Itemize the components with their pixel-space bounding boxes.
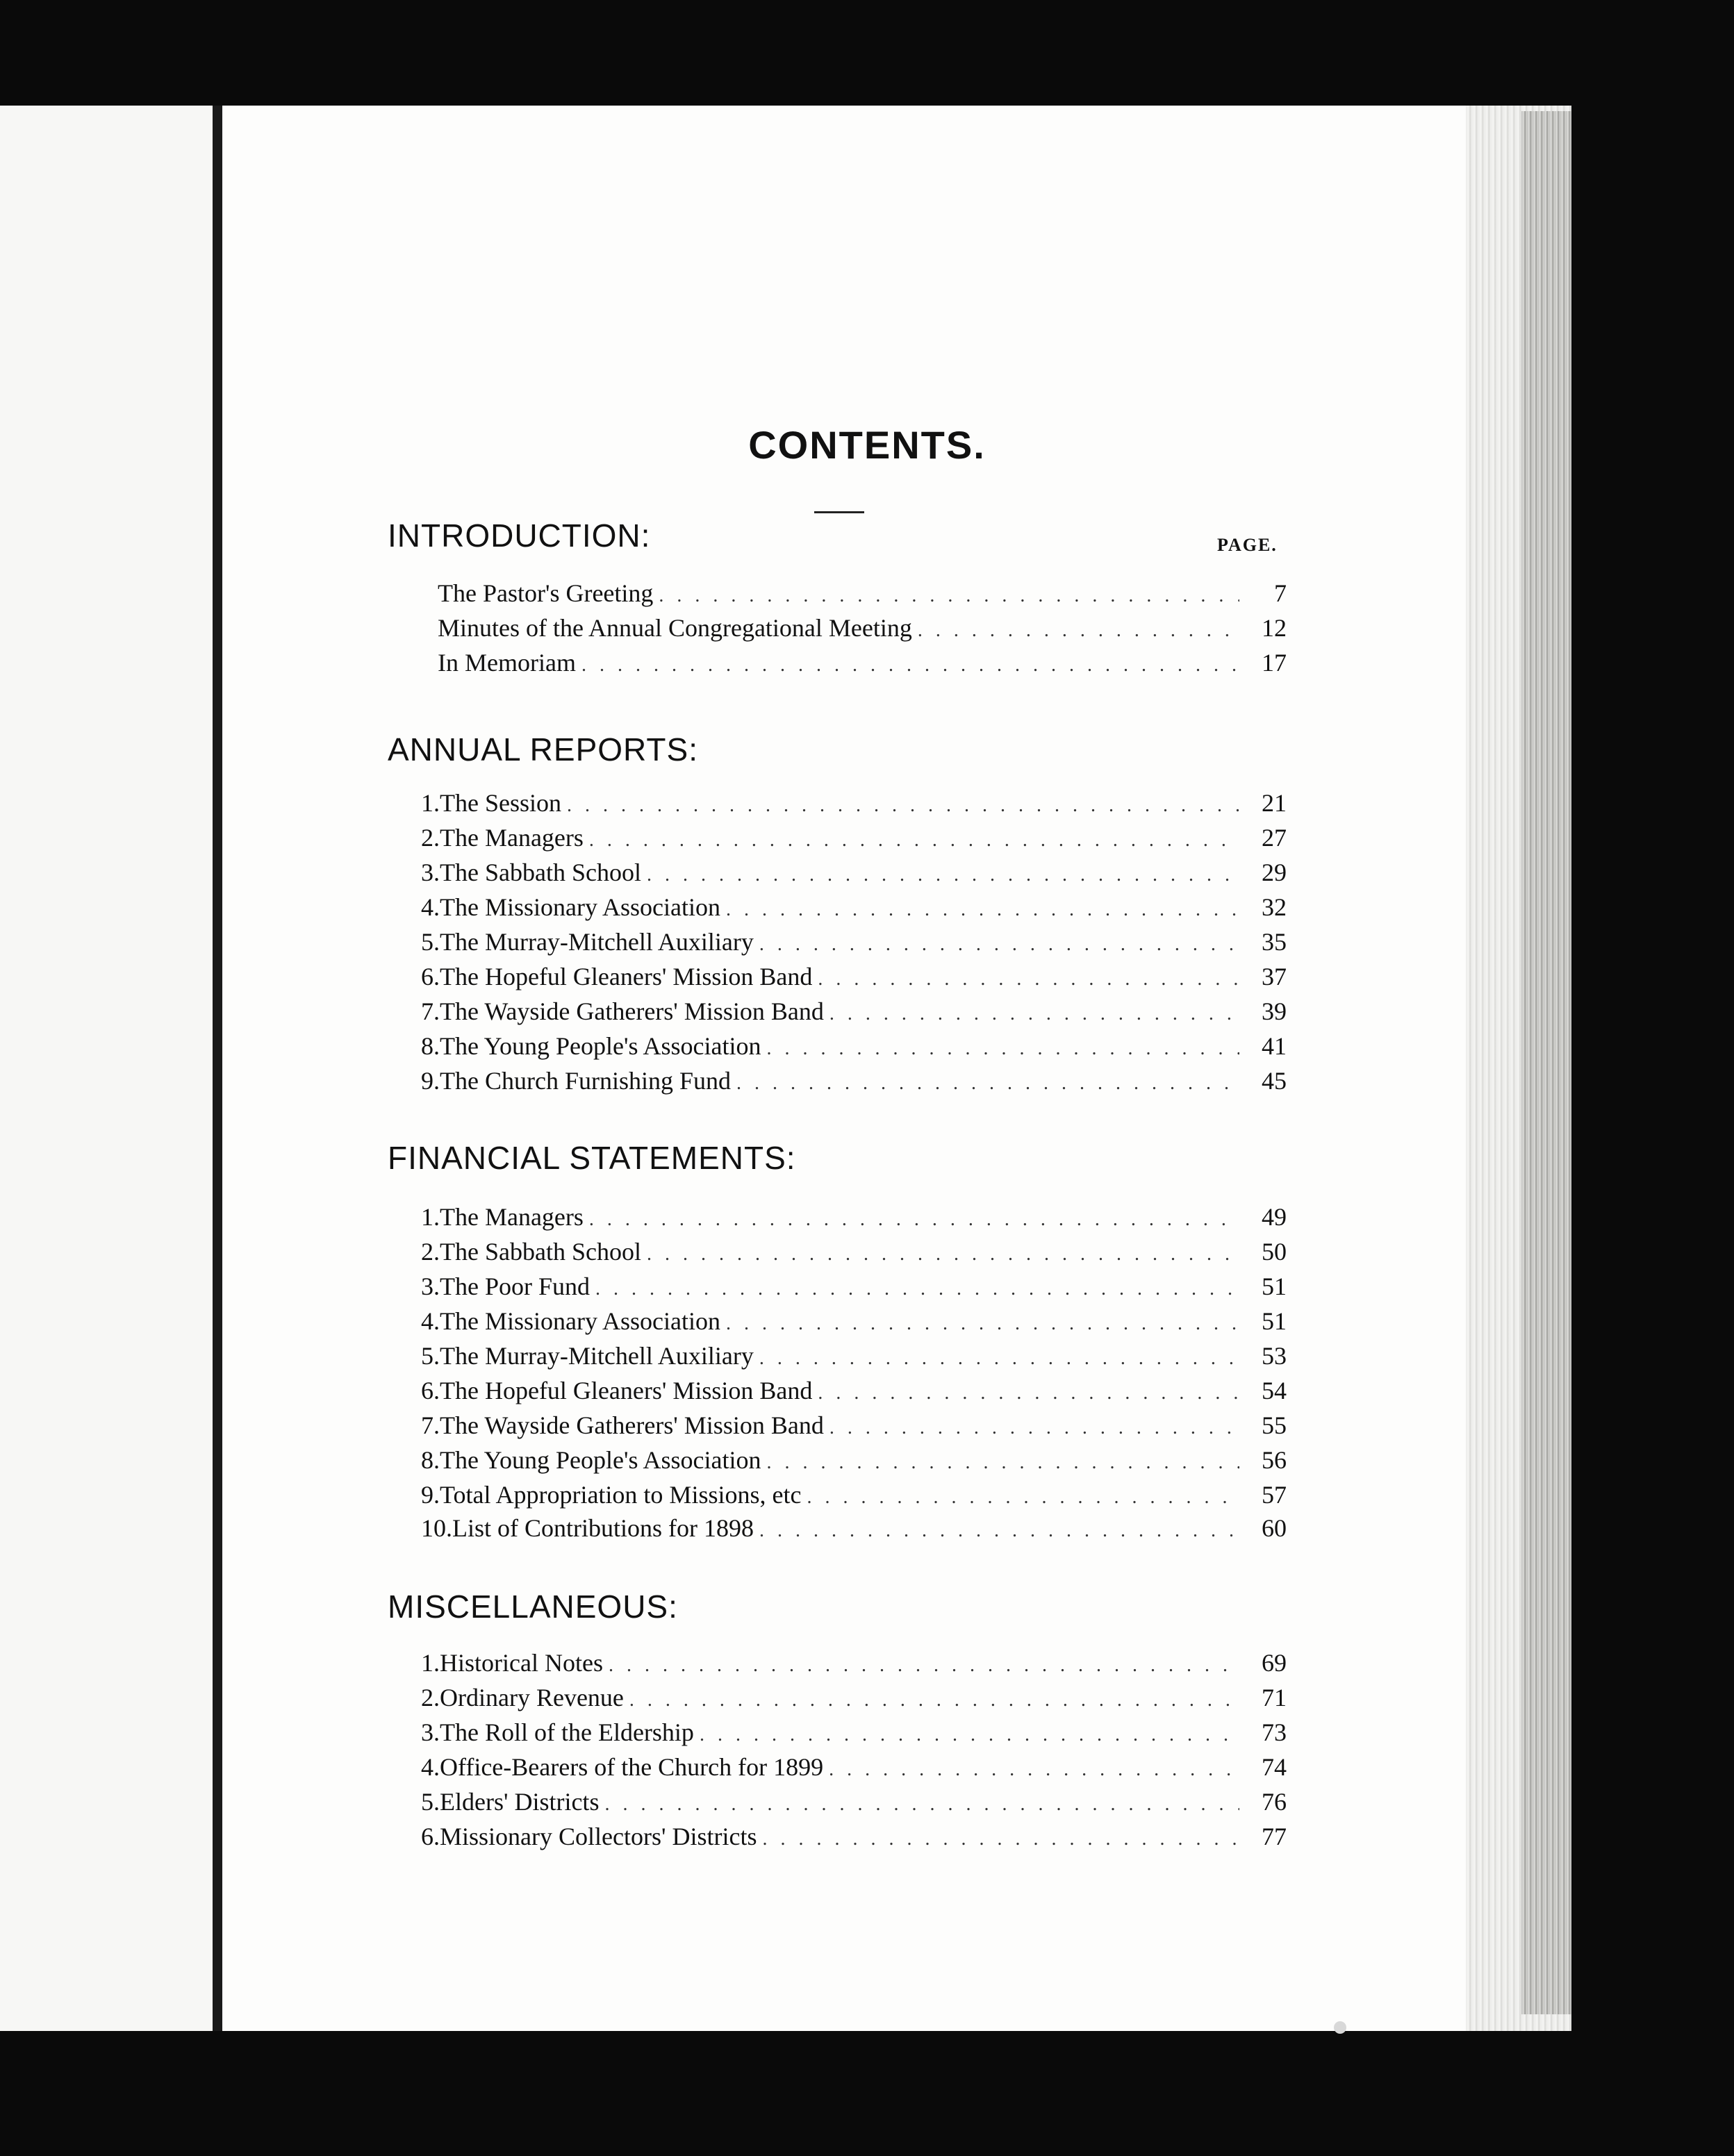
entry-page: 50 — [1262, 1238, 1287, 1266]
list-item — [421, 856, 1287, 892]
entry-page: 77 — [1262, 1823, 1287, 1850]
dot-leader — [726, 1307, 1239, 1341]
entry-number: 4. — [421, 1307, 440, 1335]
dot-leader — [759, 1342, 1239, 1375]
dot-leader — [829, 1753, 1239, 1786]
dot-leader — [829, 997, 1239, 1031]
list-item — [421, 1200, 1287, 1236]
list-item — [421, 821, 1287, 857]
entry-title: The Sabbath School — [440, 1238, 641, 1266]
entry-page: 76 — [1262, 1788, 1287, 1816]
list-item — [421, 1409, 1287, 1445]
dot-leader — [567, 789, 1239, 822]
section-heading-annual-reports: ANNUAL REPORTS: — [388, 731, 698, 768]
list-item — [421, 1064, 1287, 1100]
entry-number: 10. — [421, 1514, 452, 1542]
list-item — [421, 786, 1287, 822]
list-item — [421, 1029, 1287, 1065]
entry-number: 3. — [421, 1718, 440, 1746]
list-item — [421, 890, 1287, 927]
entry-number: 8. — [421, 1446, 440, 1474]
entry-number: 5. — [421, 1788, 440, 1816]
entry-number: 1. — [421, 1203, 440, 1231]
list-item — [421, 1646, 1287, 1682]
entry-page: 21 — [1262, 789, 1287, 817]
entry-title: Missionary Collectors' Districts — [440, 1823, 757, 1850]
entry-title: The Church Furnishing Fund — [440, 1067, 731, 1095]
entry-page: 39 — [1262, 997, 1287, 1025]
dot-leader — [604, 1788, 1239, 1821]
entry-title: Office-Bearers of the Church for 1899 — [440, 1753, 824, 1781]
entry-page: 53 — [1262, 1342, 1287, 1370]
entry-title: The Pastor's Greeting — [438, 579, 654, 607]
dot-leader — [762, 1823, 1239, 1856]
entry-number: 3. — [421, 859, 440, 886]
list-item — [421, 1478, 1287, 1514]
entry-page: 45 — [1262, 1067, 1287, 1095]
dot-leader — [647, 859, 1239, 892]
list-item — [421, 1820, 1287, 1856]
entry-title: Historical Notes — [440, 1649, 603, 1677]
entry-title: The Poor Fund — [440, 1272, 590, 1300]
list-item — [421, 1511, 1287, 1548]
entry-number: 1. — [421, 1649, 440, 1677]
entry-title: The Managers — [440, 1203, 584, 1231]
dot-leader — [647, 1238, 1239, 1271]
list-item — [438, 611, 1287, 647]
list-item — [421, 1681, 1287, 1717]
entry-title: The Young People's Association — [440, 1032, 761, 1060]
list-item — [421, 925, 1287, 961]
entry-title: Elders' Districts — [440, 1788, 600, 1816]
dot-leader — [767, 1446, 1240, 1479]
list-item — [421, 1270, 1287, 1306]
list-item — [421, 960, 1287, 996]
entry-title: Ordinary Revenue — [440, 1684, 624, 1711]
list-item — [421, 1304, 1287, 1341]
list-item — [438, 577, 1287, 613]
list-item — [421, 1339, 1287, 1375]
entry-number: 7. — [421, 1411, 440, 1439]
list-item — [421, 1716, 1287, 1752]
entry-number: 1. — [421, 789, 440, 817]
entry-page: 69 — [1262, 1649, 1287, 1677]
dot-leader — [807, 1481, 1239, 1514]
entry-page: 56 — [1262, 1446, 1287, 1474]
entry-number: 3. — [421, 1272, 440, 1300]
entry-number: 2. — [421, 1684, 440, 1711]
dot-leader — [918, 614, 1239, 647]
dot-leader — [829, 1411, 1239, 1445]
list-item — [421, 1750, 1287, 1786]
list-item — [421, 1785, 1287, 1821]
dot-leader — [736, 1067, 1239, 1100]
entry-number: 6. — [421, 1377, 440, 1404]
entry-title: Total Appropriation to Missions, etc — [440, 1481, 802, 1509]
section-heading-financial-statements: FINANCIAL STATEMENTS: — [388, 1140, 796, 1176]
entry-page: 12 — [1262, 614, 1287, 642]
entry-page: 35 — [1262, 928, 1287, 956]
entry-page: 54 — [1262, 1377, 1287, 1404]
entry-number: 9. — [421, 1481, 440, 1509]
entry-page: 55 — [1262, 1411, 1287, 1439]
dot-leader — [581, 649, 1239, 682]
page-column-label: PAGE. — [1217, 535, 1278, 555]
dot-leader — [818, 963, 1239, 996]
entry-page: 27 — [1262, 824, 1287, 852]
entry-page: 32 — [1262, 893, 1287, 921]
dot-leader — [818, 1377, 1239, 1410]
entry-page: 29 — [1262, 859, 1287, 886]
entry-number: 4. — [421, 1753, 440, 1781]
entry-title: List of Contributions for 1898 — [452, 1514, 754, 1542]
section-heading-introduction: INTRODUCTION: — [388, 517, 651, 554]
entry-title: The Murray-Mitchell Auxiliary — [440, 1342, 754, 1370]
dot-leader — [609, 1649, 1239, 1682]
entry-title: Minutes of the Annual Congregational Meeting — [438, 614, 912, 642]
dot-leader — [726, 893, 1239, 927]
dot-leader — [659, 579, 1239, 613]
page-edges-outer — [1521, 111, 1571, 2014]
entry-page: 49 — [1262, 1203, 1287, 1231]
entry-title: The Managers — [440, 824, 584, 852]
list-item — [438, 646, 1287, 682]
entry-page: 7 — [1274, 579, 1287, 607]
dot-leader — [589, 1203, 1239, 1236]
entry-page: 37 — [1262, 963, 1287, 990]
list-item — [421, 1235, 1287, 1271]
entry-title: The Murray-Mitchell Auxiliary — [440, 928, 754, 956]
scan-speck — [1334, 2021, 1346, 2034]
entry-page: 74 — [1262, 1753, 1287, 1781]
entry-page: 57 — [1262, 1481, 1287, 1509]
title-rule — [814, 511, 864, 513]
entry-page: 17 — [1262, 649, 1287, 677]
entry-number: 5. — [421, 1342, 440, 1370]
section-heading-miscellaneous: MISCELLANEOUS: — [388, 1589, 678, 1625]
entry-title: The Missionary Association — [440, 1307, 720, 1335]
entry-number: 5. — [421, 928, 440, 956]
list-item — [421, 1374, 1287, 1410]
entry-page: 71 — [1262, 1684, 1287, 1711]
dot-leader — [595, 1272, 1239, 1306]
entry-title: The Missionary Association — [440, 893, 720, 921]
entry-title: The Hopeful Gleaners' Mission Band — [440, 1377, 813, 1404]
dot-leader — [759, 928, 1239, 961]
facing-page — [0, 106, 222, 2031]
dot-leader — [589, 824, 1239, 857]
entry-title: The Sabbath School — [440, 859, 641, 886]
list-item — [421, 995, 1287, 1031]
dot-leader — [759, 1514, 1239, 1548]
entry-number: 8. — [421, 1032, 440, 1060]
page-title: CONTENTS. — [748, 423, 986, 467]
entry-title: The Session — [440, 789, 561, 817]
entry-title: The Wayside Gatherers' Mission Band — [440, 1411, 824, 1439]
dot-leader — [767, 1032, 1240, 1065]
entry-title: The Wayside Gatherers' Mission Band — [440, 997, 824, 1025]
entry-page: 41 — [1262, 1032, 1287, 1060]
entry-number: 2. — [421, 824, 440, 852]
entry-page: 51 — [1262, 1272, 1287, 1300]
entry-page: 51 — [1262, 1307, 1287, 1335]
entry-number: 9. — [421, 1067, 440, 1095]
entry-title: The Young People's Association — [440, 1446, 761, 1474]
entry-title: In Memoriam — [438, 649, 576, 677]
entry-page: 60 — [1262, 1514, 1287, 1542]
entry-page: 73 — [1262, 1718, 1287, 1746]
entry-title: The Roll of the Eldership — [440, 1718, 694, 1746]
entry-number: 6. — [421, 1823, 440, 1850]
dot-leader — [700, 1718, 1239, 1752]
entry-number: 7. — [421, 997, 440, 1025]
list-item — [421, 1443, 1287, 1479]
entry-title: The Hopeful Gleaners' Mission Band — [440, 963, 813, 990]
entry-number: 6. — [421, 963, 440, 990]
entry-number: 4. — [421, 893, 440, 921]
entry-number: 2. — [421, 1238, 440, 1266]
dot-leader — [629, 1684, 1239, 1717]
